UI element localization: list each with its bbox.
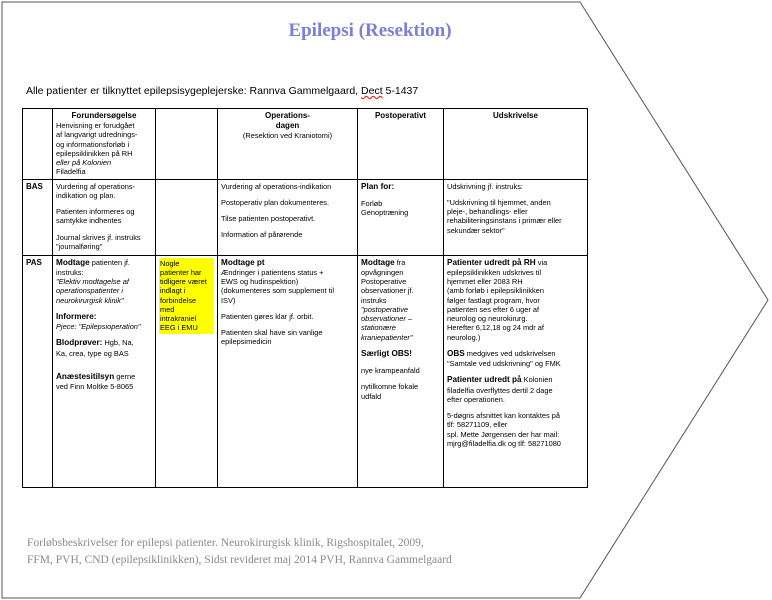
pas-emu-note-cell	[156, 255, 218, 487]
header-corner-cell	[23, 109, 53, 180]
subtitle: Alle patienter er tilknyttet epilepsisygeplejerske: Rannva Gammelgaard, Dect 5-1437	[26, 85, 419, 97]
bas-postoperativt: Plan for: Forløb Genoptræning	[358, 179, 444, 255]
page-title: Epilepsi (Resektion)	[288, 20, 452, 41]
header-forundersoegelse: Forundersøgelse Henvisning er forudgået af langvarigt udrednings- og informationsforløb i epilepsiklinikken på RH eller på Kolonien Filadelfia	[53, 109, 156, 180]
header-row	[23, 109, 588, 180]
footer-note: Forløbsbeskrivelser for epilepsi patienter. Neurokirurgisk klinik, Rigshospitalet, 2009, FFM, PVH, CND (epilepsiklinikken), Sidst revideret maj 2014 PVH, Rannva Gammelgaard	[27, 537, 452, 566]
row-label-bas: BAS	[23, 179, 53, 255]
pas-postoperativt: Modtage fra opvågningen Postoperative observationer jf. instruks "postoperative observationer – stationære kraniepatienter" Særligt OBS! nye krampeanfald nytilkomne fokale udfald	[358, 255, 444, 487]
row-label-pas: PAS	[23, 255, 53, 487]
pas-operationsdagen: Modtage pt Ændringer i patientens status + EWS og hudinspektion) (dokumenteres som supplement til ISV) Patienten gøres klar jf. orbit. Patienten skal have sin vanlige epilepsimedicin	[218, 255, 358, 487]
emu-highlight-note: Nogle patienter har tidligere været indlagt i forbindelse med intrakraniel EEG i EMU	[159, 258, 214, 334]
pas-forundersoegelse: Modtage patienten jf. instruks: "Elektiv modtagelse af operationspatienter i neurokirurgisk klinik" Informere: Pjece: "Epilepsioperation" Blodprøver: Hgb, Na, Ka, crea, type og BAS Anæstesitilsyn gerne ved Finn Moltke 5-8065	[53, 255, 156, 487]
bas-blank-cell	[156, 179, 218, 255]
header-udskrivelse: Udskrivelse	[444, 109, 588, 180]
pas-row	[23, 255, 588, 487]
bas-forundersoegelse: Vurdering af operations- indikation og plan. Patienten informeres og samtykke indhentes Journal skrives jf. instruks "journalføring"	[53, 179, 156, 255]
pas-udskrivelse: Patienter udredt på RH via epilepsiklinikken udskrives til hjemmet eller 2083 RH (amb forløb i epilepsiklinikken følger fastlagt program, hvor patienten ses efter 6 uger af neurolog og neurokirurg. Herefter 6,12,18 og 24 mdr af neurolog.) OBS medgives ved udskrivelsen "Samtale ved udskrivning" og FMK Patienter udredt på Kolonien filadelfia overflyttes dertil 2 dage efter operationen. 5-døgns afsnittet kan kontaktes på tlf: 58271109, eller spl. Mette Jørgensen der har mail: mjrg@filadelfia.dk og tlf: 58271080	[444, 255, 588, 487]
pathway-table	[22, 108, 588, 488]
header-operationsdagen: Operations- dagen (Resektion ved Kraniotomi)	[218, 109, 358, 180]
header-blank-cell	[156, 109, 218, 180]
bas-udskrivelse: Udskrivning jf. instruks: "Udskrivning til hjemmet, anden pleje-, behandlings- eller rehabiliteringsinstans i primær eller sekundær sektor"	[444, 179, 588, 255]
header-postoperativt: Postoperativt	[358, 109, 444, 180]
bas-operationsdagen: Vurdering af operations-indikation Postoperativ plan dokumenteres. Tilse patienten postoperativt. Information af pårørende	[218, 179, 358, 255]
bas-row	[23, 179, 588, 255]
